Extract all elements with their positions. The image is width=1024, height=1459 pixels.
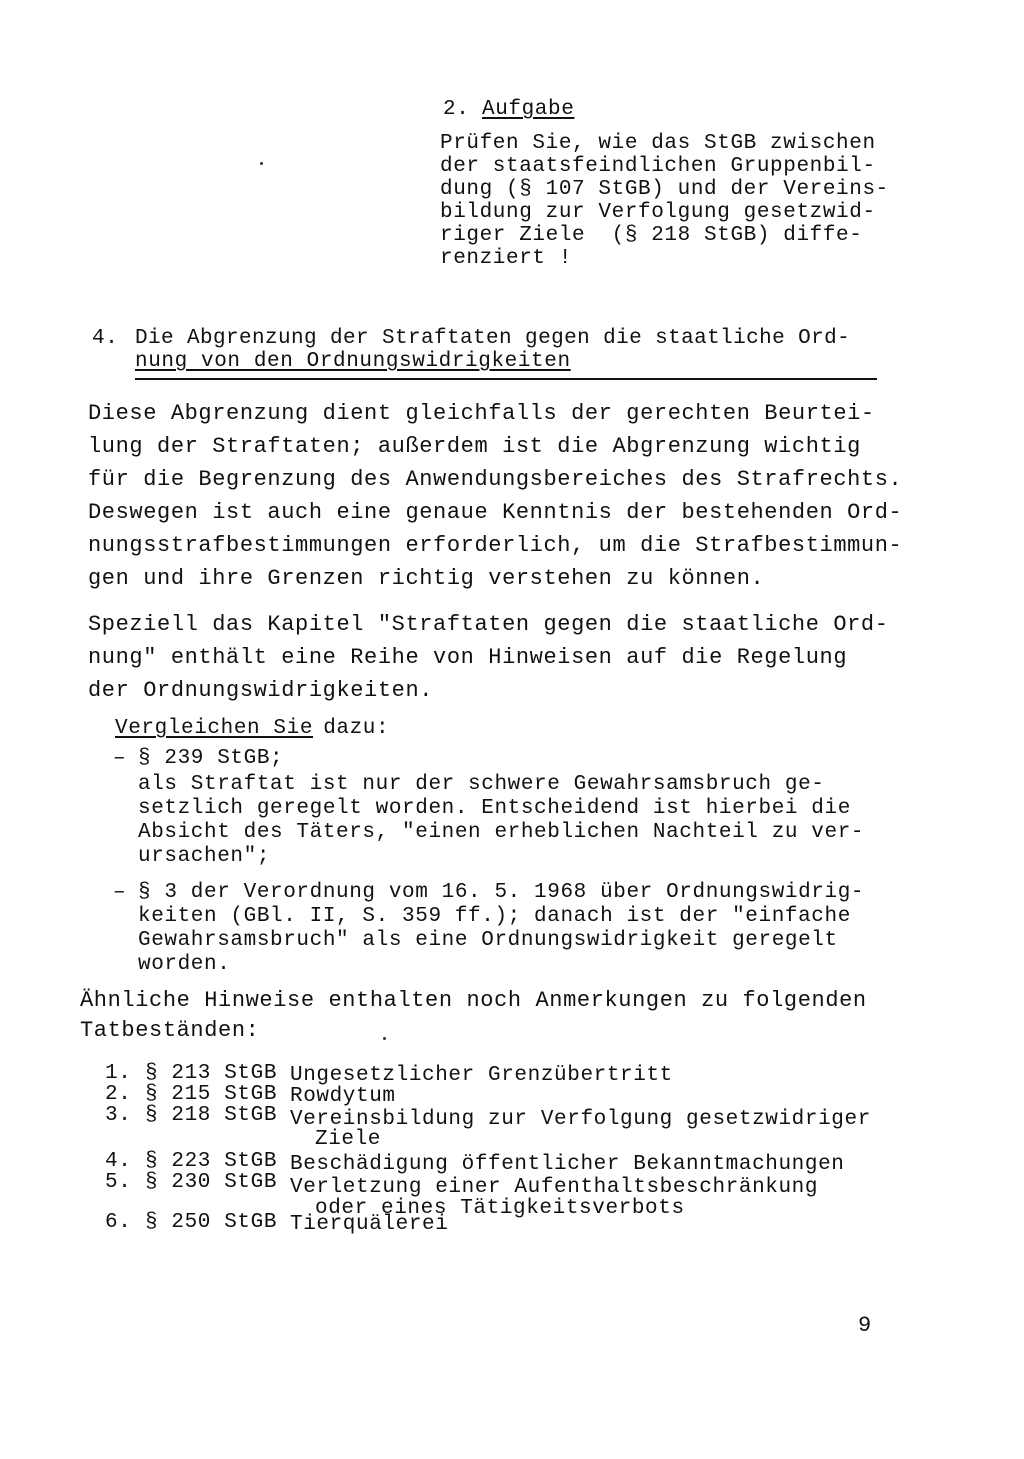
list-ref: § 213 StGB [145,1062,278,1085]
list-desc: oder eines Tätigkeitsverbots [315,1197,685,1220]
section-heading-line: Die Abgrenzung der Straftaten gegen die staatliche Ord- [135,327,851,350]
bullet-line: als Straftat ist nur der schwere Gewahrsamsbruch ge- [138,773,825,796]
bullet-dash: – [113,881,127,904]
section-heading-line: nung von den Ordnungswidrigkeiten [135,350,571,373]
task-line: riger Ziele (§ 218 StGB) diffe- [440,224,863,247]
similar-line: Tatbeständen: [80,1018,260,1043]
paragraph-line: Diese Abgrenzung dient gleichfalls der gerechten Beurtei- [88,401,875,426]
bullet-line: § 3 der Verordnung vom 16. 5. 1968 über Ordnungswidrig- [138,881,865,904]
list-desc: Ziele [315,1128,382,1151]
paragraph-line: gen und ihre Grenzen richtig verstehen zu können. [88,566,765,591]
list-desc: Verletzung einer Aufenthaltsbeschränkung [290,1176,819,1199]
paragraph-line: nung" enthält eine Reihe von Hinweisen auf die Regelung [88,645,848,670]
list-desc: Ungesetzlicher Grenzübertritt [290,1064,673,1087]
list-number: 1. [105,1062,132,1085]
list-ref: § 218 StGB [145,1104,278,1127]
bullet-line: setzlich geregelt worden. Entscheidend ist hierbei die [138,797,851,820]
paragraph-line: lung der Straftaten; außerdem ist die Abgrenzung wichtig [88,434,861,459]
bullet-line: Gewahrsamsbruch" als eine Ordnungswidrigkeit geregelt [138,929,838,952]
page-number: 9 [858,1313,872,1338]
speck [260,162,263,165]
paragraph-line: Speziell das Kapitel "Straftaten gegen die staatliche Ord- [88,612,889,637]
list-number: 5. [105,1171,132,1194]
list-ref: § 230 StGB [145,1171,278,1194]
bullet-line: § 239 StGB; [138,747,284,770]
similar-line: Ähnliche Hinweise enthalten noch Anmerkungen zu folgenden [80,988,867,1013]
paragraph-line: für die Begrenzung des Anwendungsbereiches des Strafrechts. [88,467,903,492]
list-ref: § 250 StGB [145,1211,278,1234]
list-ref: § 215 StGB [145,1083,278,1106]
list-desc: Vereinsbildung zur Verfolgung gesetzwidriger [290,1108,871,1131]
bullet-line: Absicht des Täters, "einen erheblichen Nachteil zu ver- [138,821,865,844]
task-line: bildung zur Verfolgung gesetzwid- [440,201,876,224]
compare-suffix: dazu: [310,717,390,740]
bullet-line: worden. [138,953,231,976]
paragraph-line: der Ordnungswidrigkeiten. [88,678,434,703]
list-desc: Tierquälerei [290,1213,449,1236]
list-number: 3. [105,1104,132,1127]
list-desc: Rowdytum [290,1085,396,1108]
task-line: der staatsfeindlichen Gruppenbil- [440,155,876,178]
task-title: Aufgabe [482,98,575,121]
task-line: Prüfen Sie, wie das StGB zwischen [440,132,876,155]
list-number: 2. [105,1083,132,1106]
paragraph-line: nungsstrafbestimmungen erforderlich, um die Strafbestimmun- [88,533,903,558]
speck [383,1037,386,1040]
list-ref: § 223 StGB [145,1150,278,1173]
bullet-line: keiten (GBl. II, S. 359 ff.); danach ist der "einfache [138,905,851,928]
list-desc: Beschädigung öffentlicher Bekanntmachungen [290,1153,845,1176]
task-number: 2. [443,98,470,121]
bullet-dash: – [113,747,127,770]
task-line: dung (§ 107 StGB) und der Vereins- [440,178,889,201]
list-number: 4. [105,1150,132,1173]
section-number: 4. [92,327,119,350]
compare-label: Vergleichen Sie [115,717,314,740]
task-line: renziert ! [440,247,573,270]
list-number: 6. [105,1211,132,1234]
section-rule [135,378,877,380]
bullet-line: ursachen"; [138,845,271,868]
paragraph-line: Deswegen ist auch eine genaue Kenntnis der bestehenden Ord- [88,500,903,525]
